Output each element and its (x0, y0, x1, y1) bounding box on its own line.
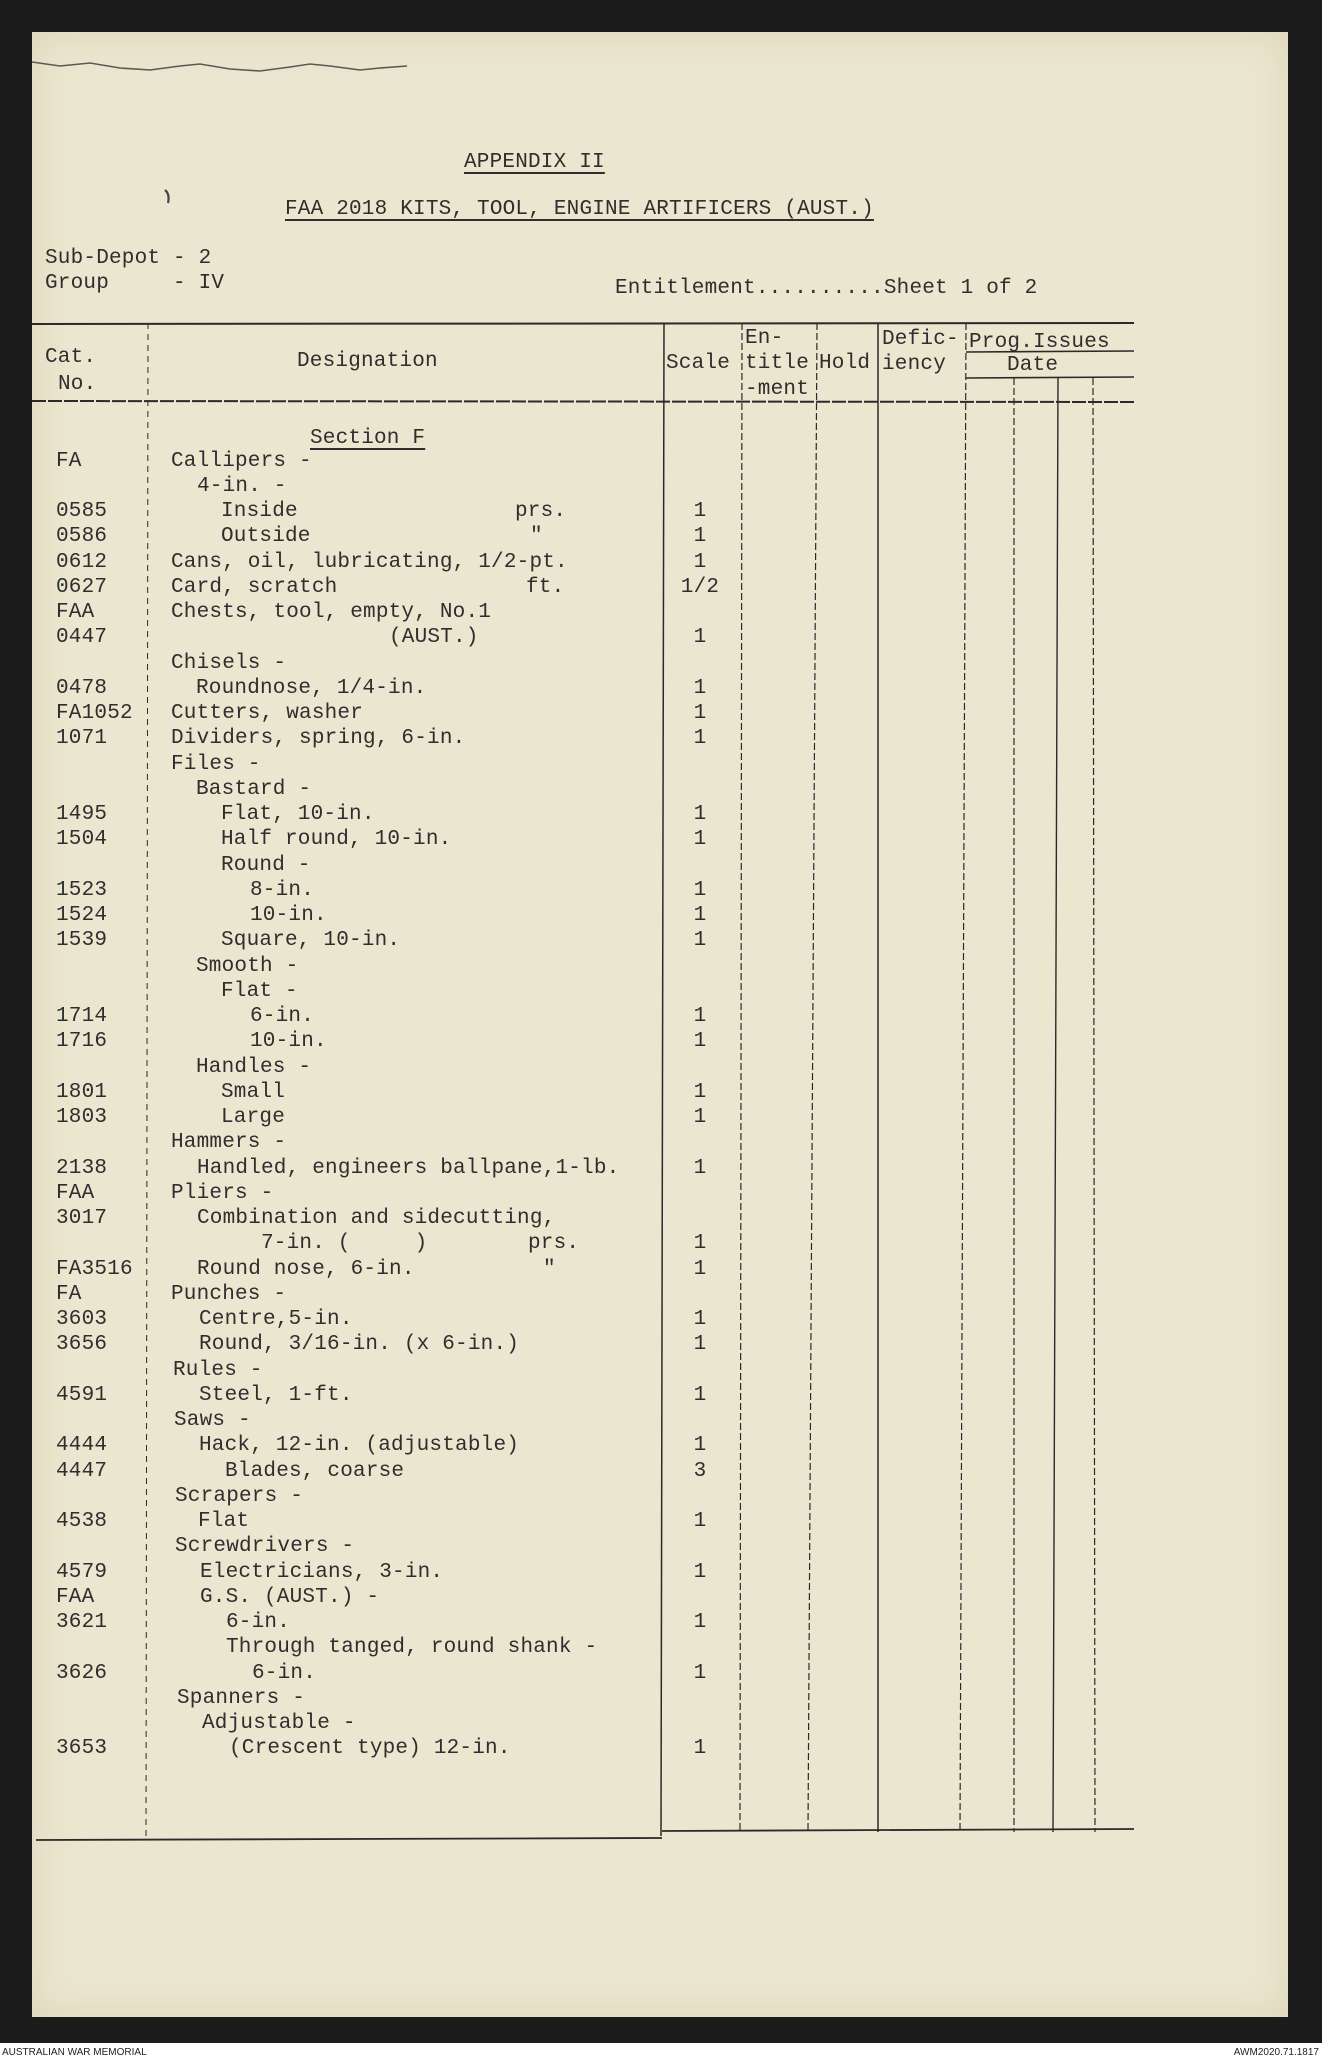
cat-no-cell: 0447 (56, 626, 108, 650)
designation-cell: Saws - (174, 1409, 251, 1432)
cat-no-cell: 1524 (56, 904, 108, 927)
designation-cell: Screwdrivers - (175, 1535, 355, 1559)
table-row (0, 777, 1322, 802)
cat-no-cell: 0612 (56, 550, 108, 574)
scale-cell: 1 (693, 1232, 707, 1256)
table-row (0, 1484, 1322, 1509)
table-row (0, 651, 1322, 676)
table-row (0, 1080, 1322, 1105)
table-row (0, 1534, 1322, 1559)
cat-no-cell: 3626 (56, 1661, 108, 1685)
cat-no-cell: 3017 (56, 1207, 108, 1230)
table-row (0, 1711, 1322, 1736)
col-header-prog-issues: Prog.Issues (969, 331, 1110, 354)
designation-cell: Flat, 10-in. (221, 803, 375, 826)
col-header-scale: Scale (666, 352, 731, 375)
designation-cell: Electricians, 3-in. (200, 1560, 444, 1584)
cat-no-cell: 4579 (56, 1560, 108, 1584)
scale-cell: 1 (693, 1333, 707, 1357)
cat-no-cell: 4444 (56, 1434, 108, 1458)
designation-cell: Chests, tool, empty, No.1 (171, 601, 492, 624)
scale-cell: 1 (693, 803, 707, 826)
archive-footer (0, 2043, 1322, 2061)
designation-cell: (AUST.) (389, 626, 479, 650)
scale-cell: 1 (693, 1106, 707, 1129)
table-row (0, 1560, 1322, 1585)
scale-cell: 1 (693, 525, 707, 549)
designation-cell: Cutters, washer (171, 702, 364, 725)
table-row (0, 1206, 1322, 1231)
cat-no-cell: 3653 (56, 1737, 108, 1761)
designation-cell: 10-in. (250, 904, 327, 927)
col-header-deficiency-2: iency (882, 353, 947, 376)
cat-no-cell: 4538 (56, 1510, 108, 1533)
designation-cell: Steel, 1-ft. (199, 1383, 353, 1407)
table-row (0, 1130, 1322, 1155)
table-row (0, 1635, 1322, 1660)
designation-cell: Roundnose, 1/4-in. (196, 676, 427, 700)
designation-cell: Round - (221, 853, 311, 877)
cat-no-cell: 1714 (56, 1005, 108, 1028)
designation-cell: Round, 3/16-in. (x 6-in.) (199, 1333, 520, 1357)
designation-cell: Round nose, 6-in. (197, 1257, 415, 1281)
designation-cell: Dividers, spring, 6-in. (171, 727, 466, 751)
cat-no-cell: FA (56, 449, 82, 473)
cat-no-cell: FAA (56, 1585, 95, 1609)
table-row (0, 550, 1322, 575)
scale-cell: 1 (693, 1434, 707, 1458)
sub-depot-label: Sub-Depot - 2 (45, 247, 212, 270)
col-header-entitlement-1: En- (745, 327, 784, 350)
designation-cell: Blades, coarse (225, 1459, 405, 1483)
designation-cell: 6-in. (250, 1005, 315, 1028)
cat-no-cell: 1716 (56, 1030, 108, 1054)
scale-cell: 1 (693, 1661, 707, 1685)
designation-cell: Card, scratch (171, 575, 338, 599)
cat-no-cell: FA1052 (56, 702, 133, 725)
designation-cell: Half round, 10-in. (221, 828, 452, 852)
scale-cell: 1 (693, 500, 707, 523)
table-row (0, 1736, 1322, 1761)
table-row (0, 1257, 1322, 1282)
scale-cell: 1 (693, 1383, 707, 1407)
col-header-deficiency-1: Defic- (882, 328, 959, 351)
designation-cell: G.S. (AUST.) - (200, 1585, 380, 1609)
designation-cell: Adjustable - (202, 1712, 356, 1735)
col-header-cat: Cat. (45, 346, 97, 369)
designation-cell: Files - (171, 752, 261, 776)
designation-cell: Square, 10-in. (221, 929, 401, 953)
designation-cell: Smooth - (196, 954, 299, 978)
scale-cell: 1 (693, 676, 707, 700)
table-row (0, 1105, 1322, 1130)
designation-cell: Cans, oil, lubricating, 1/2-pt. (171, 550, 568, 574)
table-row (0, 600, 1322, 625)
designation-cell: Chisels - (171, 651, 287, 675)
unit-note: " (530, 525, 543, 549)
scale-cell: 1 (693, 550, 707, 574)
designation-cell: Centre,5-in. (199, 1308, 353, 1331)
designation-cell: Small (221, 1080, 286, 1104)
designation-cell: (Crescent type) 12-in. (229, 1737, 511, 1761)
table-row (0, 524, 1322, 549)
designation-cell: Scrapers - (175, 1484, 304, 1508)
table-row (0, 726, 1322, 751)
scale-cell: 1 (693, 1611, 707, 1634)
cat-no-cell: 1071 (56, 727, 108, 751)
scale-cell: 1 (693, 1308, 707, 1331)
table-row (0, 1055, 1322, 1080)
document-title: FAA 2018 KITS, TOOL, ENGINE ARTIFICERS (AUST.) (285, 198, 874, 221)
table-row (0, 903, 1322, 928)
table-row (0, 1661, 1322, 1686)
table-row (0, 499, 1322, 524)
table-row (0, 1029, 1322, 1054)
cat-no-cell: 0586 (56, 525, 108, 549)
table-row (0, 1181, 1322, 1206)
designation-cell: 10-in. (250, 1030, 327, 1054)
scale-cell: 1 (693, 828, 707, 852)
scale-cell: 1 (693, 1257, 707, 1281)
unit-note: prs. (515, 500, 567, 523)
cat-no-cell: FA3516 (56, 1257, 133, 1281)
designation-cell: Flat (198, 1510, 250, 1533)
designation-cell: Hammers - (171, 1131, 287, 1155)
scale-cell: 1 (693, 1005, 707, 1028)
table-row (0, 752, 1322, 777)
col-header-designation: Designation (297, 350, 438, 373)
section-heading: Section F (310, 426, 426, 450)
table-row (0, 676, 1322, 701)
cat-no-cell: FAA (56, 601, 95, 624)
scale-cell: 1 (693, 1080, 707, 1104)
table-row (0, 827, 1322, 852)
designation-cell: 6-in. (252, 1661, 317, 1685)
table-row (0, 878, 1322, 903)
cat-no-cell: 3603 (56, 1308, 108, 1331)
cat-no-cell: 1801 (56, 1080, 108, 1104)
cat-no-cell: 1523 (56, 878, 108, 902)
table-row (0, 1610, 1322, 1635)
col-header-date: Date (1007, 354, 1059, 377)
cat-no-cell: 1539 (56, 929, 108, 953)
table-row (0, 1004, 1322, 1029)
table-row (0, 1307, 1322, 1332)
table-row (0, 1156, 1322, 1181)
table-row (0, 802, 1322, 827)
scale-cell: 1 (693, 1030, 707, 1054)
unit-note: prs. (528, 1232, 580, 1256)
table-row (0, 1383, 1322, 1408)
scale-cell: 1 (693, 1510, 707, 1533)
cat-no-cell: 3621 (56, 1611, 108, 1634)
scale-cell: 1 (693, 1560, 707, 1584)
designation-cell: 7-in. ( ) (261, 1232, 428, 1256)
table-row (0, 701, 1322, 726)
cat-no-cell: 1495 (56, 803, 108, 826)
designation-cell: Combination and sidecutting, (197, 1207, 556, 1230)
designation-cell: 8-in. (250, 878, 315, 902)
scale-cell: 1 (693, 727, 707, 751)
table-row (0, 1358, 1322, 1383)
designation-cell: Through tanged, round shank - (226, 1636, 598, 1660)
designation-cell: Handles - (196, 1055, 312, 1079)
col-header-cat-no: No. (58, 373, 97, 396)
table-row (0, 1332, 1322, 1357)
designation-cell: Handled, engineers ballpane,1-lb. (197, 1156, 620, 1180)
table-row (0, 1459, 1322, 1484)
table-row (0, 853, 1322, 878)
unit-note: ft. (526, 575, 565, 599)
scale-cell: 1 (693, 1156, 707, 1180)
designation-cell: Large (221, 1106, 286, 1129)
cat-no-cell: 3656 (56, 1333, 108, 1357)
cat-no-cell: 0627 (56, 575, 108, 599)
group-label: Group - IV (45, 272, 225, 295)
designation-cell: Inside (221, 500, 298, 523)
cat-no-cell: 1504 (56, 828, 108, 852)
archive-reference: AWM2020.71.1817 (1233, 2047, 1319, 2058)
table-row (0, 928, 1322, 953)
designation-cell: Pliers - (171, 1181, 274, 1205)
cat-no-cell: 2138 (56, 1156, 108, 1180)
table-row (0, 449, 1322, 474)
cat-no-cell: 0585 (56, 500, 108, 523)
table-row (0, 474, 1322, 499)
scale-cell: 1 (693, 1737, 707, 1761)
table-row (0, 979, 1322, 1004)
scale-cell: 1 (693, 929, 707, 953)
table-row (0, 1282, 1322, 1307)
table-row (0, 1686, 1322, 1711)
cat-no-cell: FAA (56, 1181, 95, 1205)
cat-no-cell: 4591 (56, 1383, 108, 1407)
archive-name: AUSTRALIAN WAR MEMORIAL (2, 2047, 147, 2058)
cat-no-cell: FA (56, 1282, 82, 1306)
scale-cell: 1 (693, 878, 707, 902)
scale-cell: 1 (693, 702, 707, 725)
designation-cell: Bastard - (196, 777, 312, 801)
appendix-heading: APPENDIX II (464, 151, 605, 174)
designation-cell: 4-in. - (197, 474, 287, 498)
cat-no-cell: 0478 (56, 676, 108, 700)
scale-cell: 3 (693, 1459, 707, 1483)
cat-no-cell: 1803 (56, 1106, 108, 1129)
cat-no-cell: 4447 (56, 1459, 108, 1483)
col-header-hold: Hold (819, 352, 871, 375)
designation-cell: Punches - (171, 1282, 287, 1306)
designation-cell: Callipers - (171, 449, 312, 473)
scale-cell: 1 (693, 904, 707, 927)
col-header-entitlement-2: title (745, 352, 810, 375)
table-row (0, 1408, 1322, 1433)
designation-cell: Hack, 12-in. (adjustable) (199, 1434, 520, 1458)
table-row (0, 1433, 1322, 1458)
table-row (0, 575, 1322, 600)
scale-cell: 1 (693, 626, 707, 650)
designation-cell: Rules - (173, 1358, 263, 1382)
col-header-entitlement-3: -ment (745, 378, 810, 401)
designation-cell: Spanners - (177, 1686, 306, 1710)
unit-note: " (543, 1257, 556, 1281)
table-row (0, 1509, 1322, 1534)
designation-cell: Flat - (221, 979, 298, 1003)
entitlement-sheet-label: Entitlement..........Sheet 1 of 2 (615, 277, 1038, 300)
designation-cell: 6-in. (226, 1611, 291, 1634)
table-row (0, 954, 1322, 979)
scale-cell: 1/2 (680, 575, 720, 599)
table-row (0, 1585, 1322, 1610)
designation-cell: Outside (221, 525, 311, 549)
table-row (0, 625, 1322, 650)
table-row (0, 1231, 1322, 1256)
